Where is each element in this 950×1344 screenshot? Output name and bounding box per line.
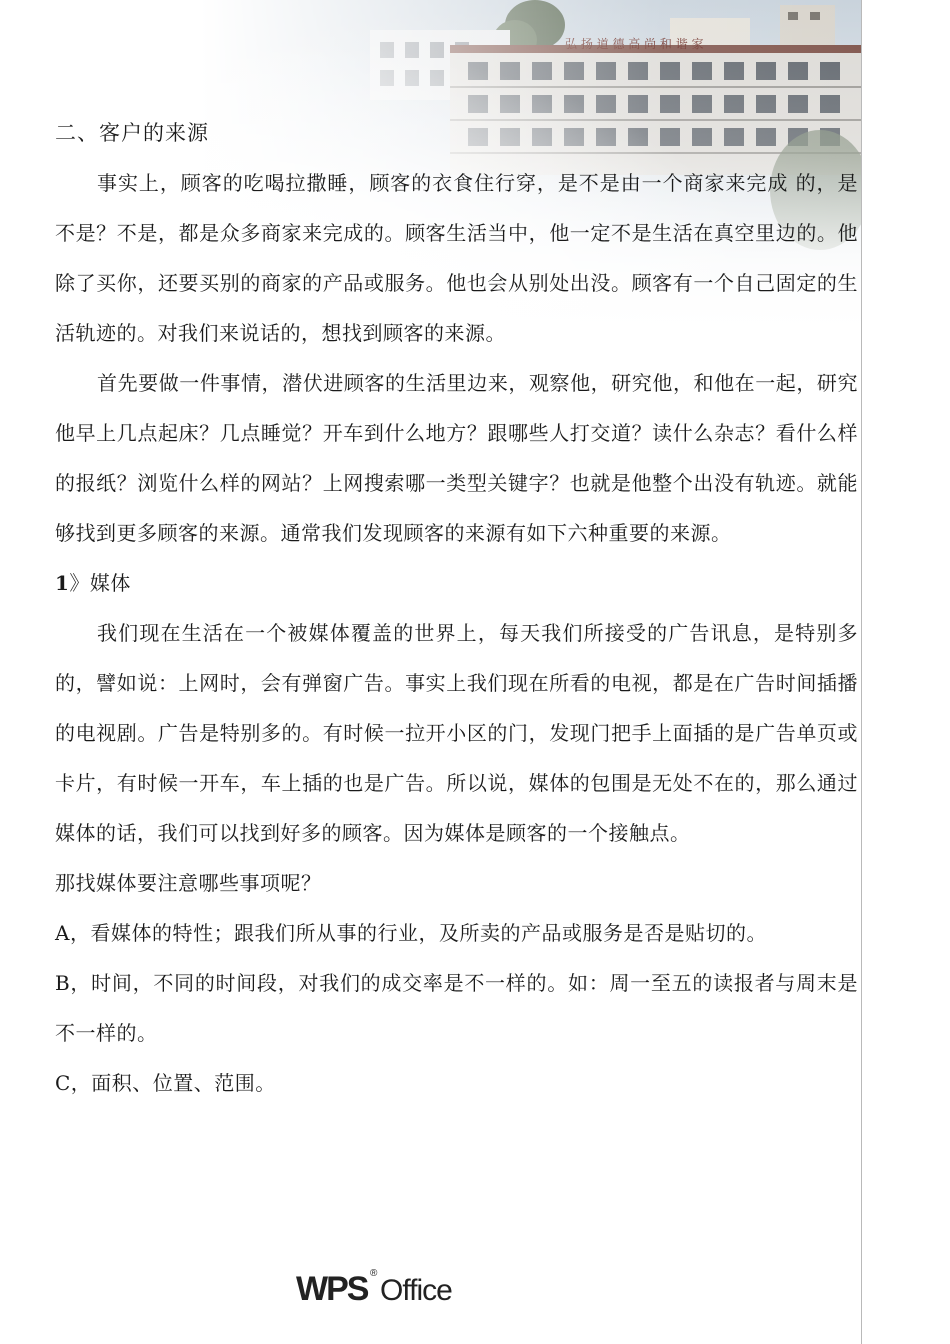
wps-office-logo-icon (296, 1262, 466, 1310)
section-heading: 二、客户的来源 (55, 121, 209, 145)
document-body (55, 108, 858, 1108)
subsection-number: 1 (55, 571, 70, 595)
list-item: B，时间，不同的时间段，对我们的成交率是不一样的。如：周一至五的读报者与周末是不一样的。 (55, 971, 858, 1045)
wps-office-logo (296, 1262, 466, 1310)
svg-text:Office: Office (380, 1274, 452, 1307)
list-item: C，面积、位置、范围。 (55, 1071, 276, 1095)
paragraph: 首先要做一件事情，潜伏进顾客的生活里边来，观察他，研究他，和他在一起，研究他早上几点起床？几点睡觉？开车到什么地方？跟哪些人打交道？读什么杂志？看什么样的报纸？浏览什么样的网站？上网搜索哪一类型关键字？也就是他整个出没有轨迹。就能够找到更多顾客的来源。通常我们发现顾客的来源有如下六种重要的来源。 (55, 371, 858, 545)
paragraph: 我们现在生活在一个被媒体覆盖的世界上，每天我们所接受的广告讯息，是特别多的，譬如说：上网时，会有弹窗广告。事实上我们现在所看的电视，都是在广告时间插播的电视剧。广告是特别多的。有时候一拉开小区的门，发现门把手上面插的是广告单页或卡片，有时候一开车，车上插的也是广告。所以说，媒体的包围是无处不在的，那么通过媒体的话，我们可以找到好多的顾客。因为媒体是顾客的一个接触点。 (55, 621, 858, 845)
svg-text:®: ® (370, 1268, 378, 1279)
subsection-heading (55, 558, 858, 608)
page-edge (861, 0, 862, 1344)
subsection-title: 》媒体 (69, 571, 131, 595)
question-line: 那找媒体要注意哪些事项呢？ (55, 871, 322, 895)
list-item: A，看媒体的特性；跟我们所从事的行业，及所卖的产品或服务是否是贴切的。 (55, 921, 767, 945)
paragraph: 事实上，顾客的吃喝拉撒睡，顾客的衣食住行穿，是不是由一个商家来完成 的，是不是？不是，都是众多商家来完成的。顾客生活当中，他一定不是生活在真空里边的。他除了买你，还要买别的商家的产品或服务。他也会从别处出没。顾客有一个自己固定的生活轨迹的。对我们来说话的，想找到顾客的来源。 (55, 171, 858, 345)
svg-text:WPS: WPS (296, 1270, 368, 1308)
